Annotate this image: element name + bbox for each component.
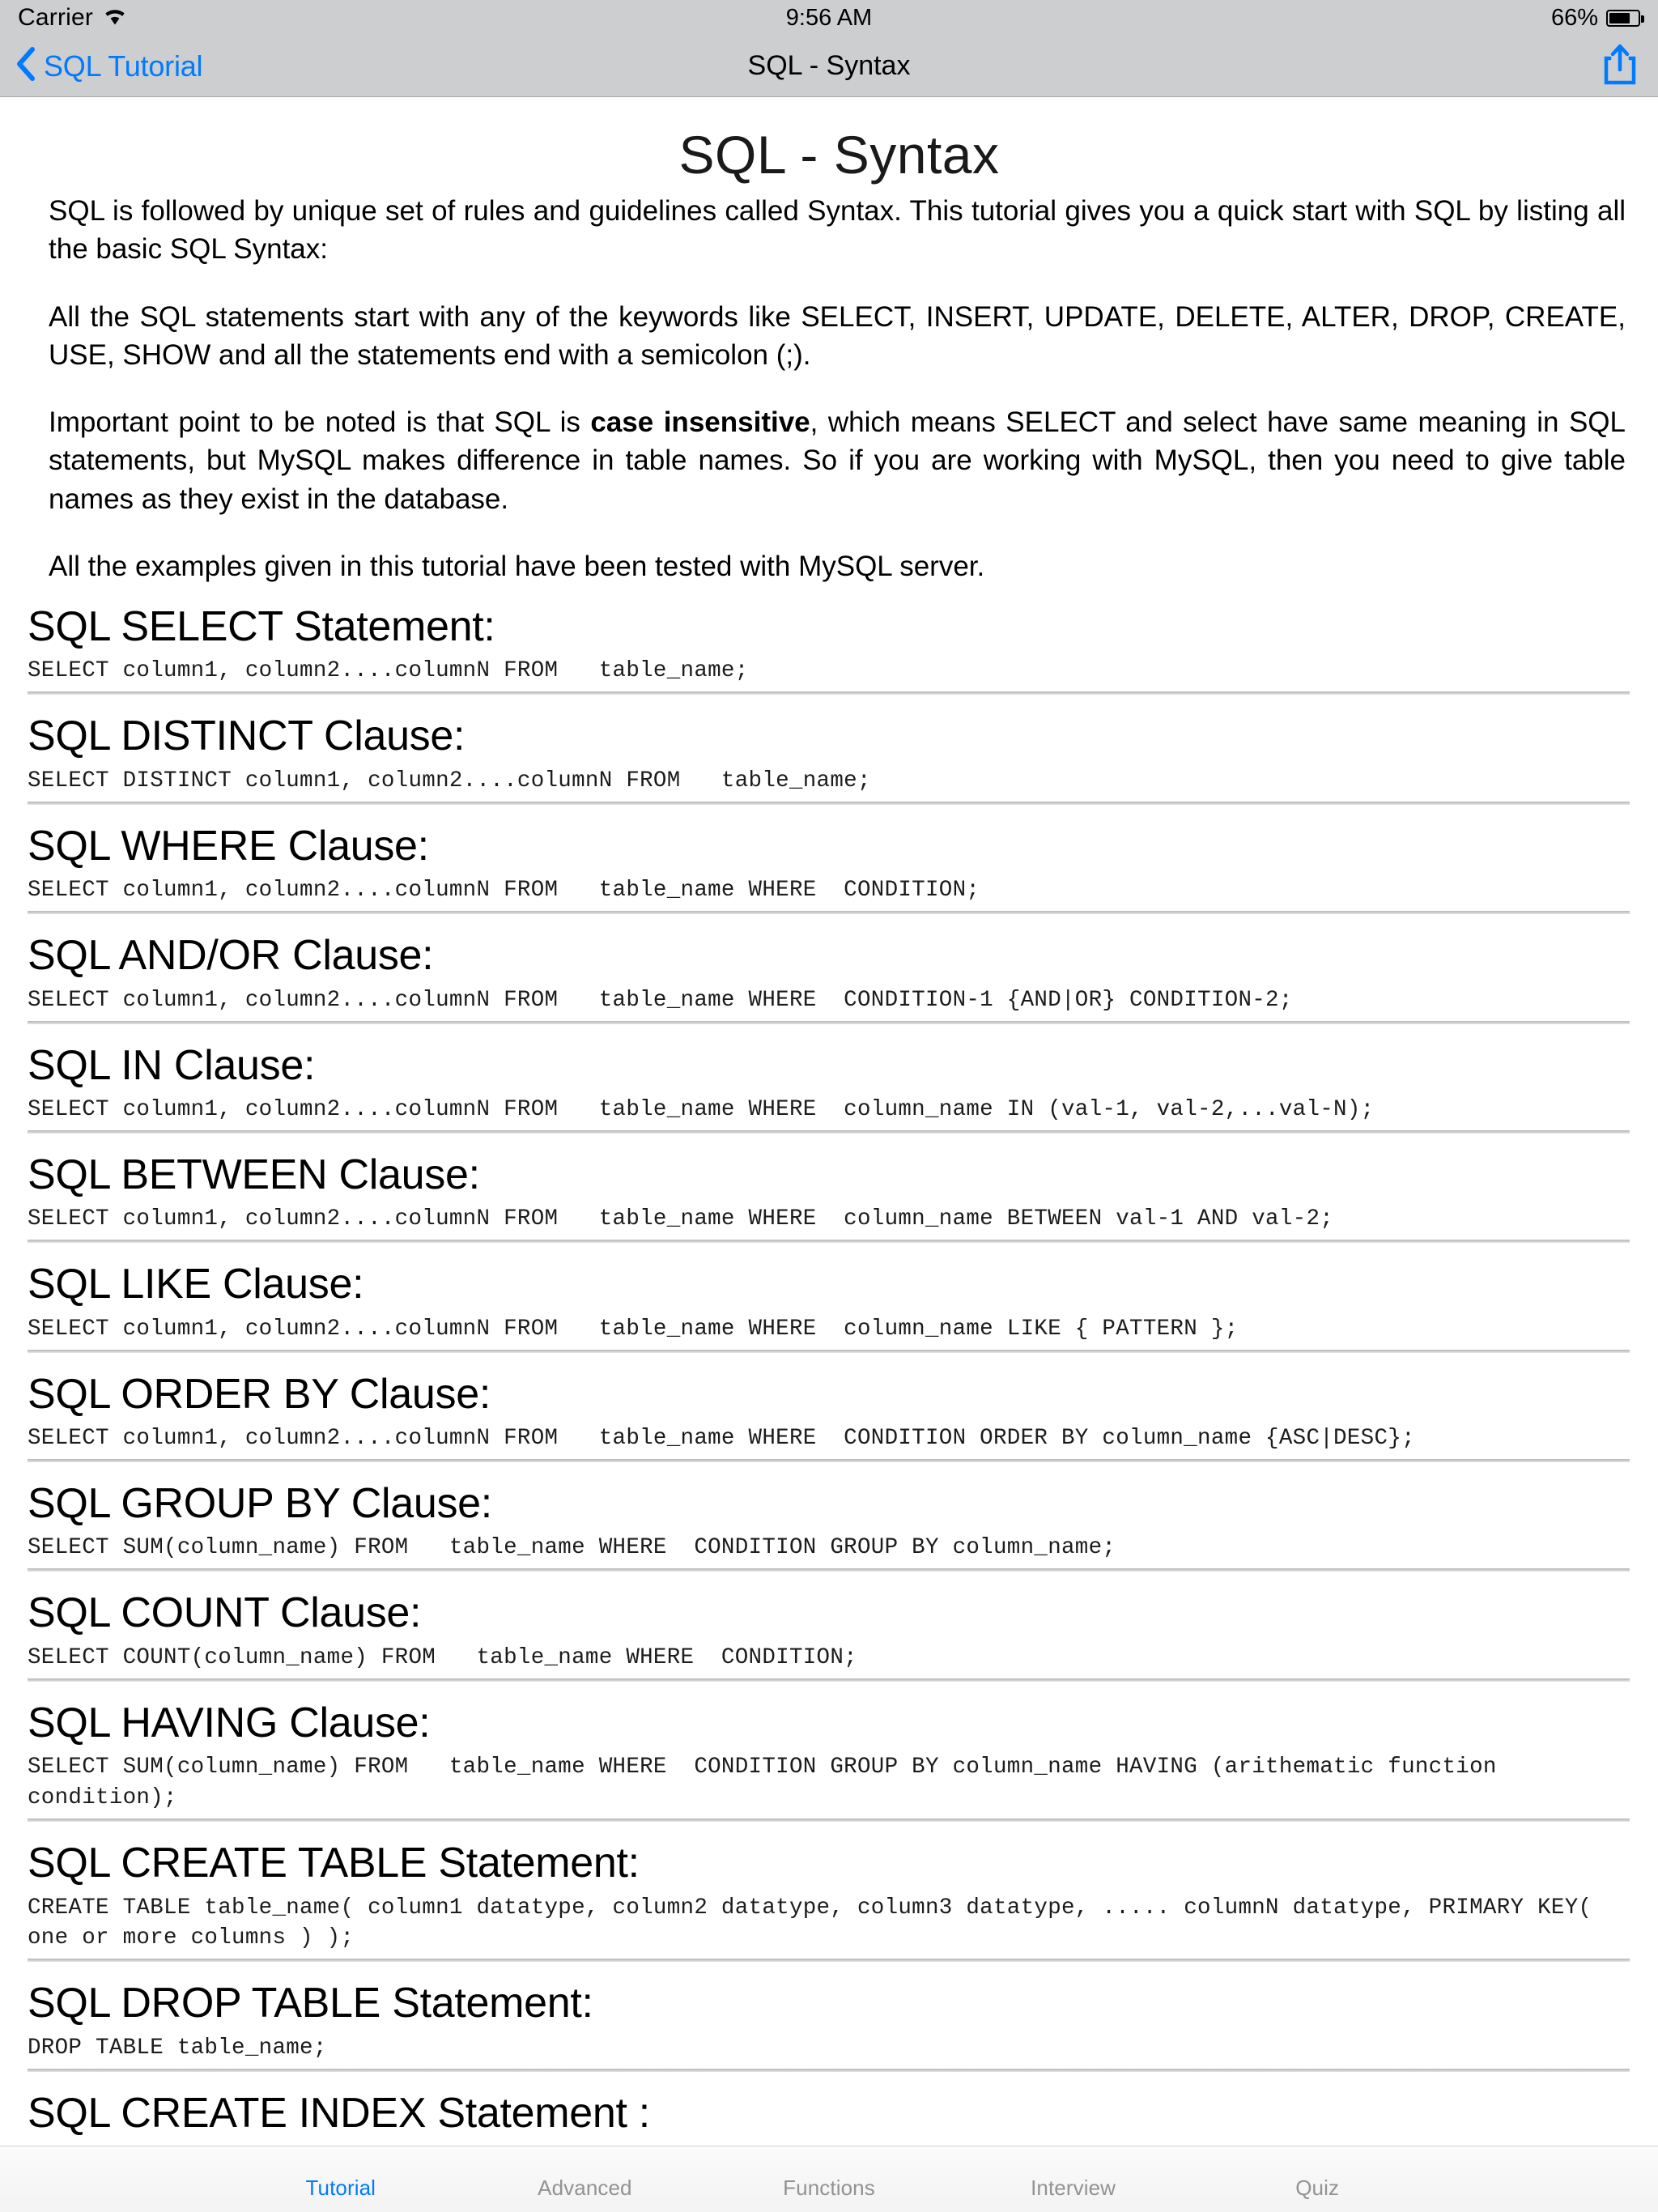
code-snippet: SELECT column1, column2....columnN FROM table_name; [28,658,749,684]
section-heading: SQL SELECT Statement: [28,603,495,650]
carrier-label: Carrier [18,4,94,31]
section-divider [28,1240,1630,1243]
code-snippet: CREATE TABLE table_name( column1 datatype, column2 datatype, column3 datatype, ..... columnN datatype, PRIMARY KEY( one or more columns ) ); [28,1895,1606,1951]
section-divider [28,1350,1630,1353]
section-heading: SQL BETWEEN Clause: [28,1151,480,1198]
syntax-section [28,1978,1630,2071]
back-button[interactable] [0,47,202,85]
section-divider [28,1459,1630,1462]
section-heading: SQL ORDER BY Clause: [28,1370,491,1418]
syntax-section [28,930,1630,1023]
code-snippet: SELECT SUM(column_name) FROM table_name WHERE CONDITION GROUP BY column_name HAVING (arithematic function condition); [28,1755,1511,1811]
section-heading: SQL IN Clause: [28,1041,316,1089]
code-snippet: DROP TABLE table_name; [28,2035,327,2061]
code-snippet: SELECT DISTINCT column1, column2....columnN FROM table_name; [28,768,871,793]
code-snippet: SELECT column1, column2....columnN FROM table_name WHERE CONDITION-1 {AND|OR} CONDITION-2; [28,987,1293,1013]
section-heading: SQL WHERE Clause: [28,822,429,870]
syntax-section [28,1698,1630,1822]
status-bar-clock: 9:56 AM [785,4,873,31]
section-divider [28,1568,1630,1572]
intro-paragraph-1: SQL is followed by unique set of rules and guidelines called Syntax. This tutorial gives you a quick start with SQL by listing all the basic SQL Syntax: [49,195,1626,266]
tab-interview[interactable]: Interview [1031,2176,1116,2200]
section-divider [28,1021,1630,1024]
code-snippet: SELECT COUNT(column_name) FROM table_name WHERE CONDITION; [28,1644,857,1670]
section-heading: SQL DISTINCT Clause: [28,713,466,760]
code-snippet: SELECT column1, column2....columnN FROM table_name WHERE CONDITION; [28,878,980,904]
code-snippet: SELECT column1, column2....columnN FROM table_name WHERE column_name IN (val-1, val-2,...val-N); [28,1096,1375,1122]
syntax-section [28,1588,1630,1681]
tab-functions[interactable]: Functions [783,2176,875,2200]
section-divider [28,1678,1630,1682]
intro-paragraph-2: All the SQL statements start with any of the keywords like SELECT, INSERT, UPDATE, DELETE, ALTER, DROP, CREATE, USE, SHOW and all the statements end with a semicolon (;). [49,300,1626,371]
syntax-section [28,1838,1630,1962]
status-bar [0,0,1658,36]
syntax-section [28,602,1630,695]
tab-bar [0,2146,1658,2212]
section-heading: SQL CREATE INDEX Statement : [28,2089,650,2137]
share-icon [1603,43,1637,89]
status-bar-left [18,4,127,32]
code-snippet: SELECT column1, column2....columnN FROM table_name WHERE CONDITION ORDER BY column_name {ASC|DESC}; [28,1426,1415,1452]
section-divider [28,2069,1630,2072]
tab-tutorial[interactable]: Tutorial [305,2176,376,2200]
share-button[interactable] [1603,43,1658,89]
syntax-section [28,711,1630,804]
battery-fill [1609,13,1630,23]
document-body [0,124,1658,2181]
section-heading: SQL HAVING Clause: [28,1699,431,1746]
syntax-section [28,1259,1630,1352]
section-heading: SQL AND/OR Clause: [28,932,434,980]
case-paragraph-after: , which means SELECT and select have same meaning in SQL statements, but MySQL makes difference in table names. So if you are working with MySQL, then you need to give table names as they exist in the database. [49,406,1626,515]
section-divider [28,1130,1630,1134]
section-heading: SQL COUNT Clause: [28,1589,422,1637]
section-divider [28,802,1630,805]
code-snippet: SELECT column1, column2....columnN FROM table_name WHERE column_name LIKE { PATTERN }; [28,1316,1239,1342]
chevron-left-icon [16,47,36,85]
battery-percent-label: 66% [1550,4,1598,31]
syntax-section [28,1040,1630,1134]
case-insensitive-paragraph [31,403,1630,518]
section-heading: SQL LIKE Clause: [28,1261,364,1308]
status-bar-right [1551,5,1640,32]
page-title: SQL - Syntax [678,125,1000,185]
code-snippet: SELECT SUM(column_name) FROM table_name WHERE CONDITION GROUP BY column_name; [28,1535,1116,1561]
back-button-label: SQL Tutorial [44,49,203,83]
section-divider [28,911,1630,914]
syntax-section [28,1150,1630,1243]
code-snippet: SELECT column1, column2....columnN FROM table_name WHERE column_name BETWEEN val-1 AND val-2; [28,1206,1334,1232]
case-insensitive-emphasis: case insensitive [590,406,810,438]
case-paragraph-before: Important point to be noted is that SQL is [49,406,591,438]
navigation-bar [0,36,1658,97]
wifi-icon [103,7,127,29]
section-heading: SQL CREATE TABLE Statement: [28,1840,640,1887]
tab-advanced[interactable]: Advanced [538,2176,632,2200]
section-divider [28,1819,1630,1822]
content-scroll-area[interactable] [0,98,1658,2146]
section-divider [28,691,1630,695]
intro-paragraph-3: All the examples given in this tutorial have been tested with MySQL server. [49,550,985,582]
syntax-section [28,821,1630,914]
syntax-section [28,1478,1630,1572]
section-heading: SQL DROP TABLE Statement: [28,1980,593,2027]
syntax-sections [28,602,1630,2181]
section-divider [28,1959,1630,1962]
tab-quiz[interactable]: Quiz [1295,2176,1340,2200]
battery-icon [1606,10,1640,27]
section-heading: SQL GROUP BY Clause: [28,1480,492,1527]
syntax-section [28,1369,1630,1462]
nav-title: SQL - Syntax [747,50,911,81]
